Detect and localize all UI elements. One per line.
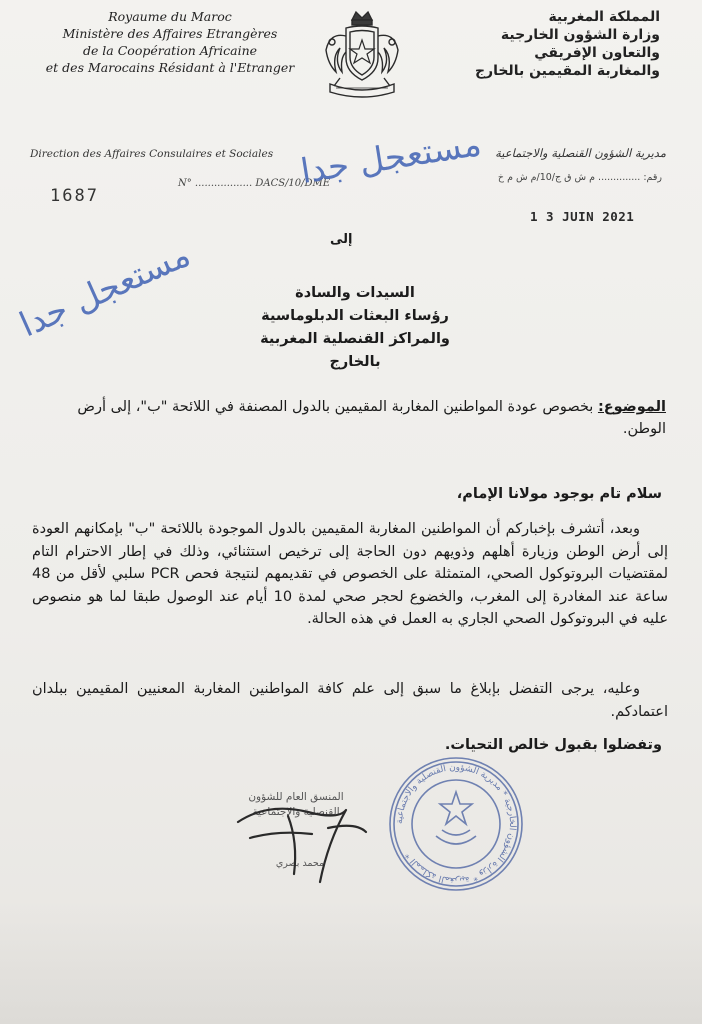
official-round-stamp-icon (384, 752, 528, 896)
letterhead-fr-line-4: et des Marocains Résidant à l'Etranger (45, 60, 295, 75)
urgent-handwritten-2: مستعجل جدا (13, 234, 197, 346)
signer-name: محمد بصري (275, 858, 325, 869)
subject-line (36, 396, 666, 440)
date-stamp: 1 3 JUIN 2021 (530, 209, 635, 224)
svg-text:المملكة المغربية * وزارة الشؤو (395, 763, 517, 885)
letterhead-ar-line-1: المملكة المغربية (548, 9, 660, 25)
subject-text: بخصوص عودة المواطنين المغاربة المقيمين بالدول المصنفة في اللائحة "ب"، إلى أرض الوطن. (77, 399, 666, 437)
letterhead-ar-line-4: والمغاربة المقيمين بالخارج (474, 63, 660, 79)
reference-french: N° .................. DACS/10/DME (178, 178, 331, 189)
recipients-block (230, 282, 480, 374)
round-stamp-ring-text: المملكة المغربية * وزارة الشؤون الخارجية * مديرية الشؤون القنصلية والاجتماعية * (394, 762, 518, 886)
closing-line: وتفضلوا بقبول خالص التحيات. (444, 737, 662, 753)
subject-label: الموضوع: (597, 399, 666, 415)
handwritten-signature-icon (228, 782, 378, 892)
recipient-line-2: رؤساء البعثات الدبلوماسية (261, 308, 449, 324)
salutation: سلام تام بوجود مولانا الإمام، (456, 486, 662, 502)
reference-number: 1687 (50, 186, 99, 206)
french-letterhead (40, 8, 300, 76)
signer-title: المنسق العام للشؤون القنصلية والاجتماعية (248, 791, 344, 818)
letterhead-fr-line-1: Royaume du Maroc (108, 9, 232, 24)
urgent-handwritten-1: مستعجل جدا (297, 124, 485, 192)
reference-arabic: رقم: .............. م ش ق ج/10/م ش م خ (497, 172, 662, 183)
coat-of-arms-icon (316, 6, 408, 106)
direction-arabic: مديرية الشؤون القنصلية والاجتماعية (495, 146, 666, 160)
paper-shadow (0, 900, 702, 1024)
letterhead-fr-line-3: de la Coopération Africaine (82, 43, 258, 58)
body-paragraph-1: وبعد، أتشرف بإخباركم أن المواطنين المغاربة المقيمين بالدول الموجودة باللائحة "ب" بإمكانهم العودة إلى أرض الوطن وزيارة أهلهم وذويهم دون الحاجة إلى ترخيص استثنائي، وذلك في إطار الاحترام التام لمقتضيات البروتوكول الصحي، المتمثلة على الخصوص في تقديمهم لنتيجة فحص PCR سلبي لأقل من 48 ساعة عند المغادرة إلى المغرب، والخضوع لحجر صحي لمدة 10 أيام عند الوصول طبقا لما هو منصوص عليه في البروتوكول الصحي الجاري به العمل في هذه الحالة. (32, 521, 668, 628)
letterhead-fr-line-2: Ministère des Affaires Etrangères (62, 26, 278, 41)
recipient-line-3: والمراكز القنصلية المغربية (260, 331, 450, 347)
recipient-line-1: السيدات والسادة (295, 285, 415, 301)
to-label: إلى (330, 232, 353, 247)
arabic-letterhead (430, 8, 660, 80)
letterhead-ar-line-3: والتعاون الإفريقي (534, 45, 660, 61)
body-paragraph-2: وعليه، يرجى التفضل بإبلاغ ما سبق إلى علم كافة المواطنين المغاربة المعنيين المقيمين ببلدان اعتمادكم. (32, 681, 668, 720)
letterhead-ar-line-2: وزارة الشؤون الخارجية (500, 27, 660, 43)
recipient-line-4: بالخارج (329, 354, 381, 370)
direction-french: Direction des Affaires Consulaires et Sociales (30, 148, 274, 160)
